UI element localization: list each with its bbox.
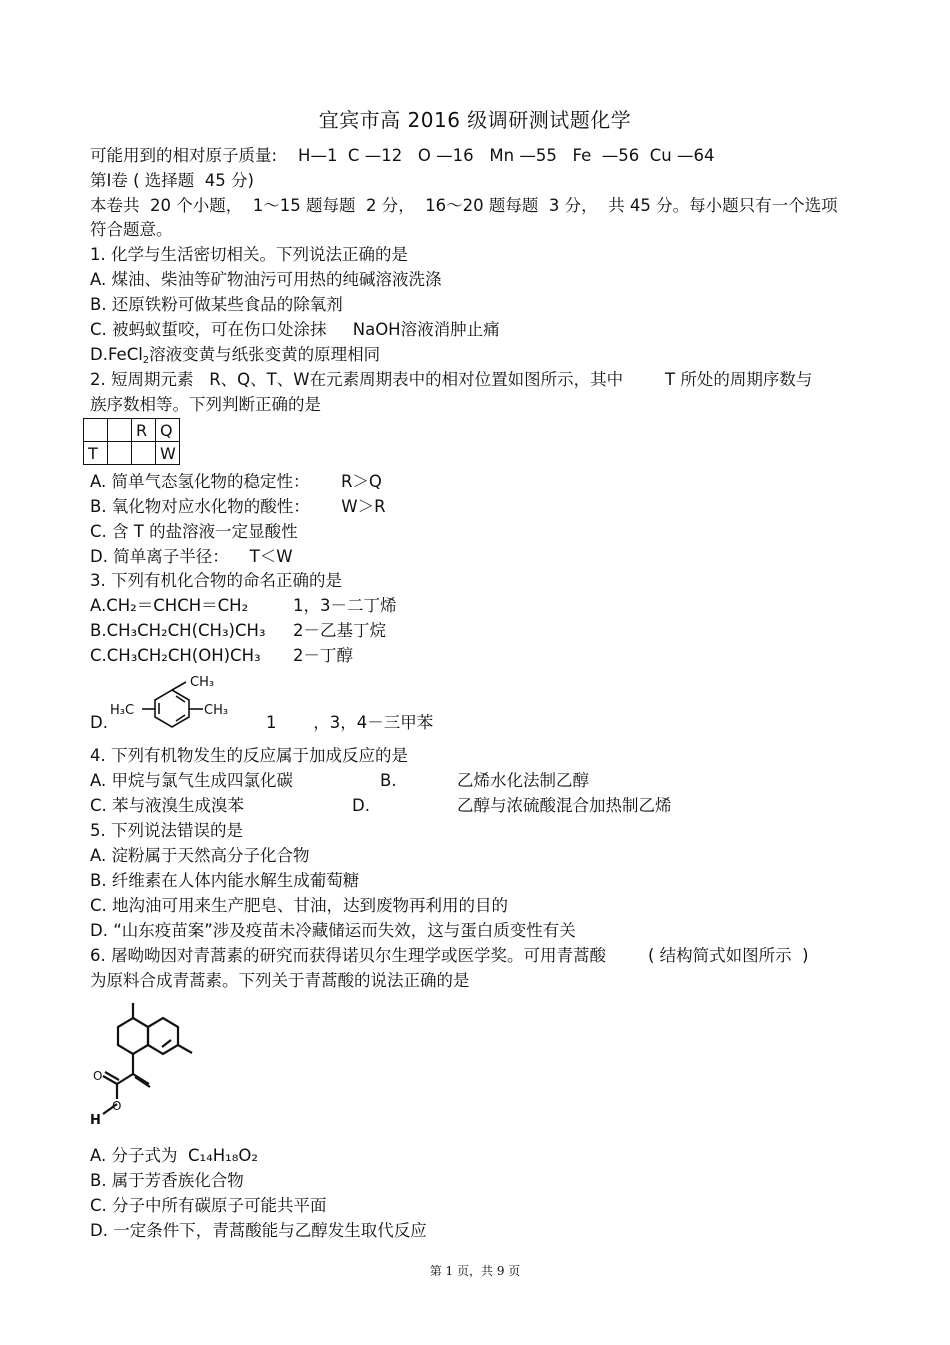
artemisinic-acid-structure bbox=[86, 996, 216, 1136]
table-cell bbox=[132, 442, 156, 465]
q3-option-c-name: 2－丁醇 bbox=[293, 646, 353, 665]
q1-stem: 1. 化学与生活密切相关。下列说法正确的是 bbox=[90, 245, 408, 264]
oxygen-label: O bbox=[93, 1069, 103, 1083]
q2-option-a: A. 简单气态氢化物的稳定性： R＞Q bbox=[90, 472, 382, 491]
methyl-label: CH₃ bbox=[190, 675, 215, 690]
hydrogen-label: H bbox=[90, 1113, 101, 1128]
q5-option-b: B. 纤维素在人体内能水解生成葡萄糖 bbox=[90, 871, 360, 890]
q1-option-d: D.FeCl$_2$溶液变黄与纸张变黄的原理相同 bbox=[90, 345, 381, 366]
q2-stem-line-2: 族序数相等。下列判断正确的是 bbox=[90, 395, 321, 414]
q6-option-c: C. 分子中所有碳原子可能共平面 bbox=[90, 1196, 327, 1215]
q5-option-c: C. 地沟油可用来生产肥皂、甘油，达到废物再利用的目的 bbox=[90, 896, 509, 915]
q6-option-a: A. 分子式为 C₁₄H₁₈O₂ bbox=[90, 1146, 258, 1165]
q3-stem: 3. 下列有机化合物的命名正确的是 bbox=[90, 571, 342, 590]
table-cell: W bbox=[156, 442, 180, 465]
q2-stem-line-1: 2. 短周期元素 R、Q、T、W在元素周期表中的相对位置如图所示，其中 T 所处的周期序数与 bbox=[90, 370, 813, 389]
q3-option-b-name: 2－乙基丁烷 bbox=[293, 621, 386, 640]
q6-option-d: D. 一定条件下，青蒿酸能与乙醇发生取代反应 bbox=[90, 1221, 427, 1240]
q4-option-c: C. 苯与液溴生成溴苯 bbox=[90, 796, 245, 815]
q4-stem: 4. 下列有机物发生的反应属于加成反应的是 bbox=[90, 746, 408, 765]
q5-option-d: D. “山东疫苗案”涉及疫苗未冷藏储运而失效，这与蛋白质变性有关 bbox=[90, 921, 576, 940]
table-cell: R bbox=[132, 419, 156, 442]
q3-option-b-formula: B.CH₃CH₂CH(CH₃)CH₃ bbox=[90, 621, 266, 640]
relative-atomic-masses: 可能用到的相对原子质量: H—1 C —12 O —16 Mn —55 Fe —56 Cu —64 bbox=[90, 146, 715, 165]
q5-option-a: A. 淀粉属于天然高分子化合物 bbox=[90, 846, 310, 865]
q2-option-d: D. 简单离子半径： T＜W bbox=[90, 547, 293, 566]
q3-option-d-label: D. bbox=[90, 713, 108, 732]
table-cell bbox=[108, 442, 132, 465]
page-title: 宜宾市高 2016 级调研测试题化学 bbox=[318, 108, 632, 132]
q4-option-b-label: B. bbox=[380, 771, 397, 790]
table-cell bbox=[108, 419, 132, 442]
methyl-label: CH₃ bbox=[204, 703, 229, 718]
q4-option-d: 乙醇与浓硫酸混合加热制乙烯 bbox=[457, 796, 672, 815]
methyl-label: H₃C bbox=[110, 703, 135, 718]
q1-option-a: A. 煤油、柴油等矿物油污可用热的纯碱溶液洗涤 bbox=[90, 270, 442, 289]
q6-option-b: B. 属于芳香族化合物 bbox=[90, 1171, 244, 1190]
q4-option-b: 乙烯水化法制乙醇 bbox=[457, 771, 589, 790]
table-cell: T bbox=[84, 442, 108, 465]
oxygen-label: O bbox=[112, 1099, 122, 1113]
instructions-line-2: 符合题意。 bbox=[90, 220, 173, 239]
q3-option-a-formula: A.CH₂＝CHCH＝CH₂ bbox=[90, 596, 249, 615]
page-footer: 第 1 页，共 9 页 bbox=[429, 1264, 521, 1278]
q6-stem-line-2: 为原料合成青蒿素。下列关于青蒿酸的说法正确的是 bbox=[90, 971, 470, 990]
trimethylbenzene-structure bbox=[106, 672, 246, 732]
q4-option-d-label: D. bbox=[352, 796, 370, 815]
q3-option-a-name: 1，3－二丁烯 bbox=[293, 596, 397, 615]
table-cell bbox=[84, 419, 108, 442]
table-row bbox=[84, 442, 180, 465]
q1-option-b: B. 还原铁粉可做某些食品的除氧剂 bbox=[90, 295, 343, 314]
periodic-table-fragment bbox=[83, 418, 180, 465]
table-cell: Q bbox=[156, 419, 180, 442]
instructions-line-1: 本卷共 20 个小题， 1～15 题每题 2 分， 16～20 题每题 3 分， 共 45 分。每小题只有一个选项 bbox=[90, 196, 838, 215]
section-heading: 第Ⅰ卷 ( 选择题 45 分) bbox=[90, 171, 254, 190]
q3-option-c-formula: C.CH₃CH₂CH(OH)CH₃ bbox=[90, 646, 261, 665]
q4-option-a: A. 甲烷与氯气生成四氯化碳 bbox=[90, 771, 293, 790]
q2-option-b: B. 氧化物对应水化物的酸性： W＞R bbox=[90, 497, 386, 516]
q1-option-c: C. 被蚂蚁蜇咬，可在伤口处涂抹 NaOH溶液消肿止痛 bbox=[90, 320, 500, 339]
q5-stem: 5. 下列说法错误的是 bbox=[90, 821, 243, 840]
q2-option-c: C. 含 T 的盐溶液一定显酸性 bbox=[90, 522, 298, 541]
q3-option-d-name: 1 ，3，4－三甲苯 bbox=[266, 713, 434, 732]
q6-stem-line-1: 6. 屠呦呦因对青蒿素的研究而获得诺贝尔生理学或医学奖。可用青蒿酸 ( 结构简式如图所示 ) bbox=[90, 946, 809, 965]
table-row bbox=[84, 419, 180, 442]
